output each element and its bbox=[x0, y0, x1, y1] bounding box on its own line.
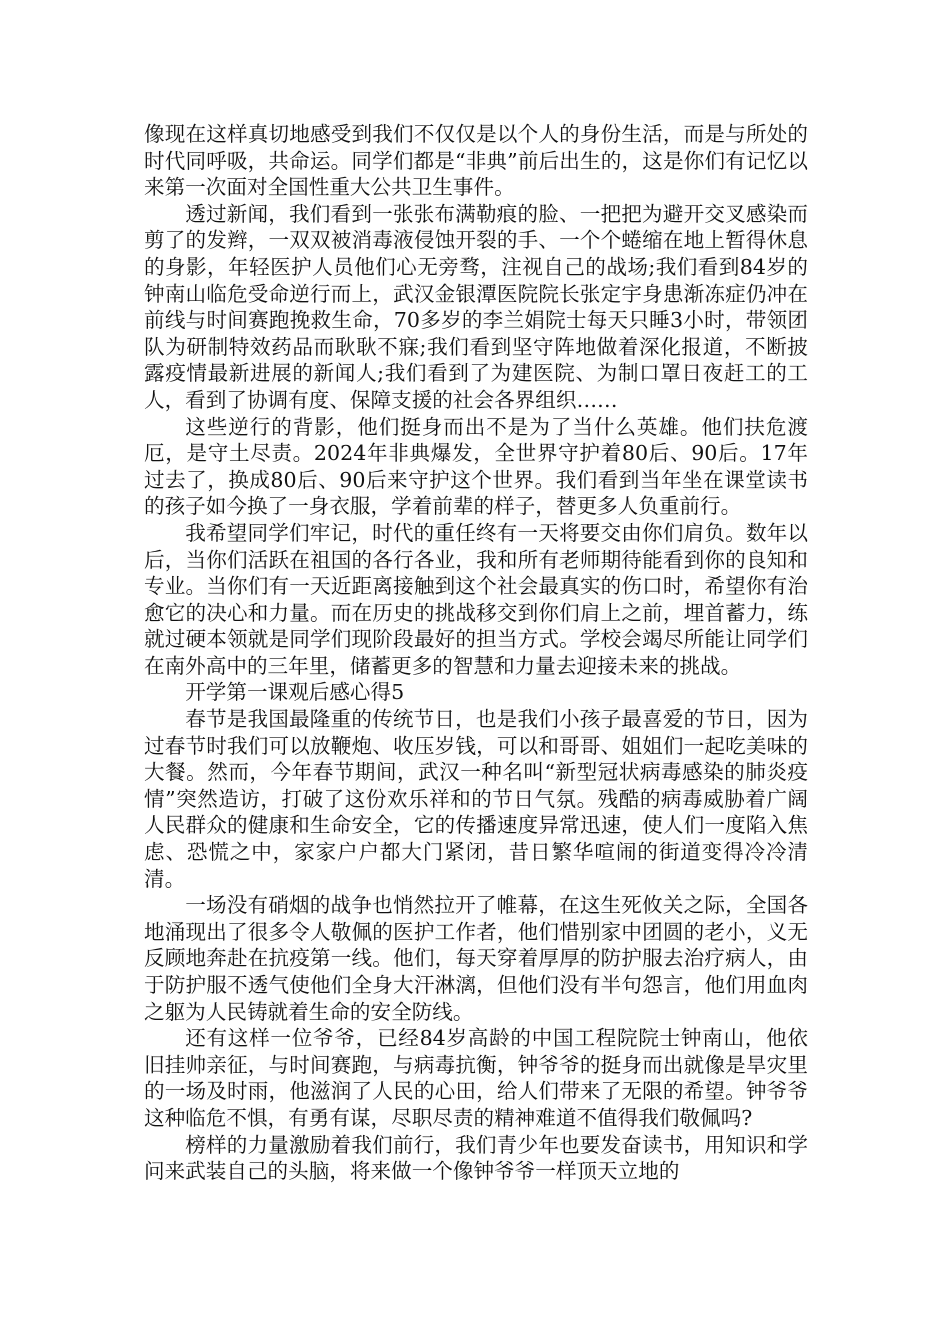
section-heading: 开学第一课观后感心得5 bbox=[185, 680, 405, 705]
paragraph-8: 榜样的力量激励着我们前行，我们青少年也要发奋读书，用知识和学问来武装自己的头脑，将来做一个像钟爷爷一样顶天立地的 bbox=[144, 1132, 808, 1184]
document-body bbox=[144, 121, 808, 1185]
paragraph-2: 透过新闻，我们看到一张张布满勒痕的脸、一把把为避开交叉感染而剪了的发辫，一双双被消毒液侵蚀开裂的手、一个个蜷缩在地上暂得休息的身影，年轻医护人员他们心无旁骛，注视自己的战场;我们看到84岁的钟南山临危受命逆行而上，武汉金银潭医院院长张定宇身患渐冻症仍冲在前线与时间赛跑挽救生命，70多岁的李兰娟院士每天只睡3小时，带领团队为研制特效药品而耿耿不寐;我们看到坚守阵地做着深化报道，不断披露疫情最新进展的新闻人;我们看到了为建医院、为制口罩日夜赶工的工人，看到了协调有度、保障支援的社会各界组织…… bbox=[144, 201, 808, 412]
paragraph-6: 一场没有硝烟的战争也悄然拉开了帷幕，在这生死攸关之际，全国各地涌现出了很多令人敬佩的医护工作者，他们惜别家中团圆的老小，义无反顾地奔赴在抗疫第一线。他们，每天穿着厚厚的防护服去治疗病人，由于防护服不透气使他们全身大汗淋漓，但他们没有半句怨言，他们用血肉之躯为人民铸就着生命的安全防线。 bbox=[144, 893, 808, 1024]
paragraph-5: 春节是我国最隆重的传统节日，也是我们小孩子最喜爱的节日，因为过春节时我们可以放鞭炮、收压岁钱，可以和哥哥、姐姐们一起吃美味的大餐。然而，今年春节期间，武汉一种名叫“新型冠状病毒感染的肺炎疫情”突然造访，打破了这份欢乐祥和的节日气氛。残酷的病毒威胁着广阔人民群众的健康和生命安全，它的传播速度异常迅速，使人们一度陷入焦虑、恐慌之中，家家户户都大门紧闭，昔日繁华喧闹的街道变得冷冷清清。 bbox=[144, 707, 808, 891]
paragraph-4: 我希望同学们牢记，时代的重任终有一天将要交由你们肩负。数年以后，当你们活跃在祖国的各行各业，我和所有老师期待能看到你的良知和专业。当你们有一天近距离接触到这个社会最真实的伤口时，希望你有治愈它的决心和力量。而在历史的挑战移交到你们肩上之前，埋首蓄力，练就过硬本领就是同学们现阶段最好的担当方式。学校会竭尽所能让同学们在南外高中的三年里，储蓄更多的智慧和力量去迎接未来的挑战。 bbox=[144, 520, 808, 678]
paragraph-1: 像现在这样真切地感受到我们不仅仅是以个人的身份生活，而是与所处的时代同呼吸，共命运。同学们都是“非典”前后出生的，这是你们有记忆以来第一次面对全国性重大公共卫生事件。 bbox=[144, 122, 808, 200]
paragraph-7: 还有这样一位爷爷，已经84岁高龄的中国工程院院士钟南山，他依旧挂帅亲征，与时间赛跑，与病毒抗衡，钟爷爷的挺身而出就像是旱灾里的一场及时雨，他滋润了人民的心田，给人们带来了无限的希望。钟爷爷这种临危不惧，有勇有谋，尽职尽责的精神难道不值得我们敬佩吗? bbox=[144, 1026, 808, 1130]
paragraph-3: 这些逆行的背影，他们挺身而出不是为了当什么英雄。他们扶危渡厄，是守土尽责。2024年非典爆发，全世界守护着80后、90后。17年过去了，换成80后、90后来守护这个世界。我们看到当年坐在课堂读书的孩子如今换了一身衣服，学着前辈的样子，替更多人负重前行。 bbox=[144, 414, 808, 519]
